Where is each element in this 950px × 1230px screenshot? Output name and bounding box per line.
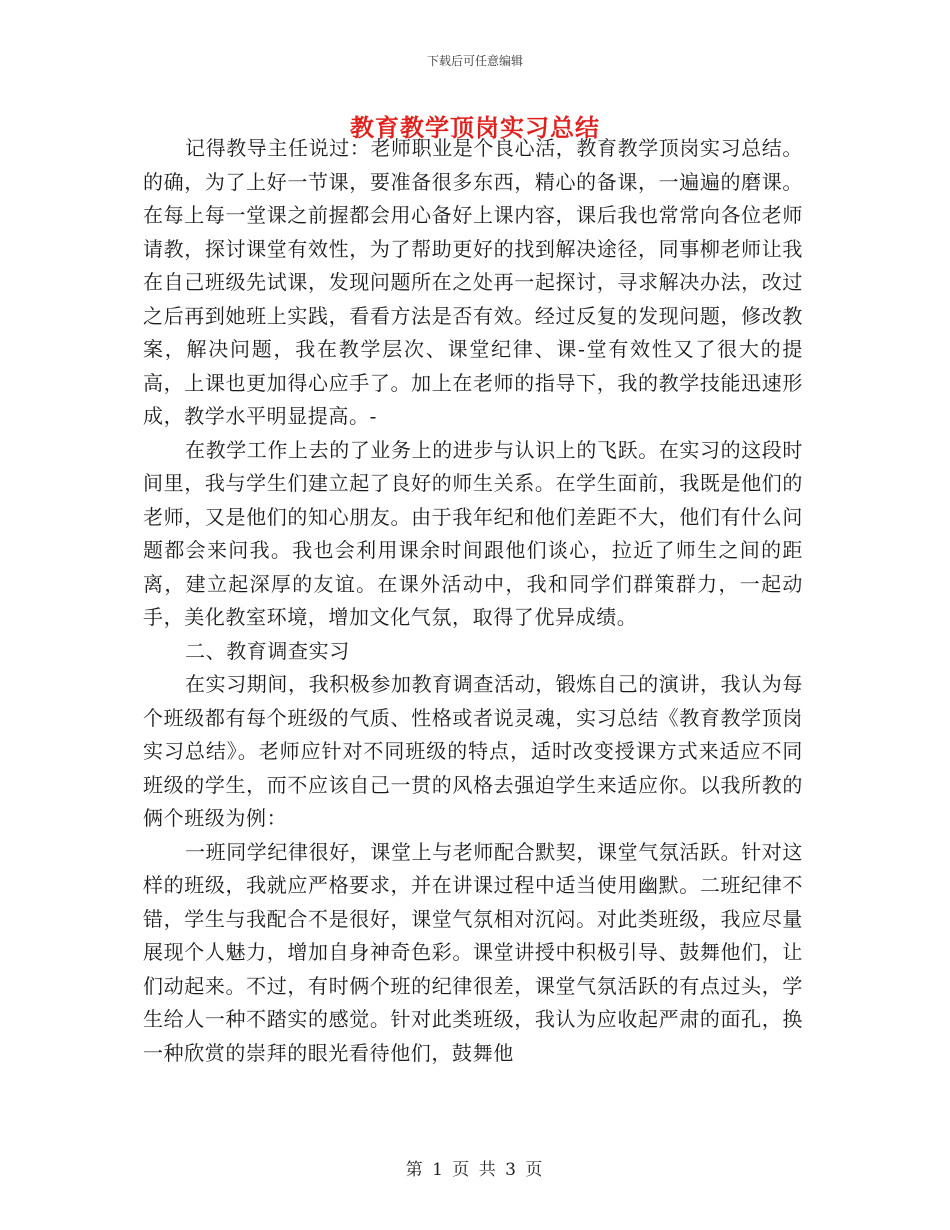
document-title: 教育教学顶岗实习总结 [350, 113, 600, 142]
paragraph: 一班同学纪律很好，课堂上与老师配合默契，课堂气氛活跃。针对这样的班级，我就应严格要求，并在讲课过程中适当使用幽默。二班纪律不错，学生与我配合不是很好，课堂气氛相对沉闷。对此类班级，我应尽量展现个人魅力，增加自身神奇色彩。课堂讲授中积极引导、鼓舞他们，让们动起来。不过，有时俩个班的纪律很差，课堂气氛活跃的有点过头，学生给人一种不踏实的感觉。针对此类班级，我认为应收起严肃的面孔，换一种欣赏的崇拜的眼光看待他们，鼓舞他 [143, 839, 803, 1065]
section-heading: 二、教育调查实习 [185, 638, 350, 663]
paragraph: 记得教导主任说过：老师职业是个良心活，教育教学顶岗实习总结。的确，为了上好一节课，要准备很多东西，精心的备课，一遍遍的磨课。在每上每一堂课之前握都会用心备好上课内容，课后我也常常向各位老师请教，探讨课堂有效性，为了帮助更好的找到解决途径，同事柳老师让我在自己班级先试课，发现问题所在之处再一起探讨，寻求解决办法，改过之后再到她班上实践，看看方法是否有效。经过反复的发现问题，修改教案，解决问题，我在教学层次、课堂纪律、课-堂有效性又了很大的提高，上课也更加得心应手了。加上在老师的指导下，我的教学技能迅速形成，教学水平明显提高。- [143, 136, 803, 428]
paragraph: 在教学工作上去的了业务上的进步与认识上的飞跃。在实习的这段时间里，我与学生们建立起了良好的师生关系。在学生面前，我既是他们的老师，又是他们的知心朋友。由于我年纪和他们差距不大，他们有什么问题都会来问我。我也会利用课余时间跟他们谈心，拉近了师生之间的距离，建立起深厚的友谊。在课外活动中，我和同学们群策群力，一起动手，美化教室环境，增加文化气氛，取得了优异成绩。 [143, 437, 803, 629]
paragraph: 在实习期间，我积极参加教育调查活动，锻炼自己的演讲，我认为每个班级都有每个班级的气质、性格或者说灵魂，实习总结《教育教学顶岗实习总结》。老师应针对不同班级的特点，适时改变授课方式来适应不同班级的学生，而不应该自己一贯的风格去强迫学生来适应你。以我所教的俩个班级为例： [143, 672, 803, 830]
page-number: 第 1 页 共 3 页 [405, 1160, 545, 1180]
document-body [143, 132, 803, 1070]
header-note: 下载后可任意编辑 [426, 54, 523, 68]
